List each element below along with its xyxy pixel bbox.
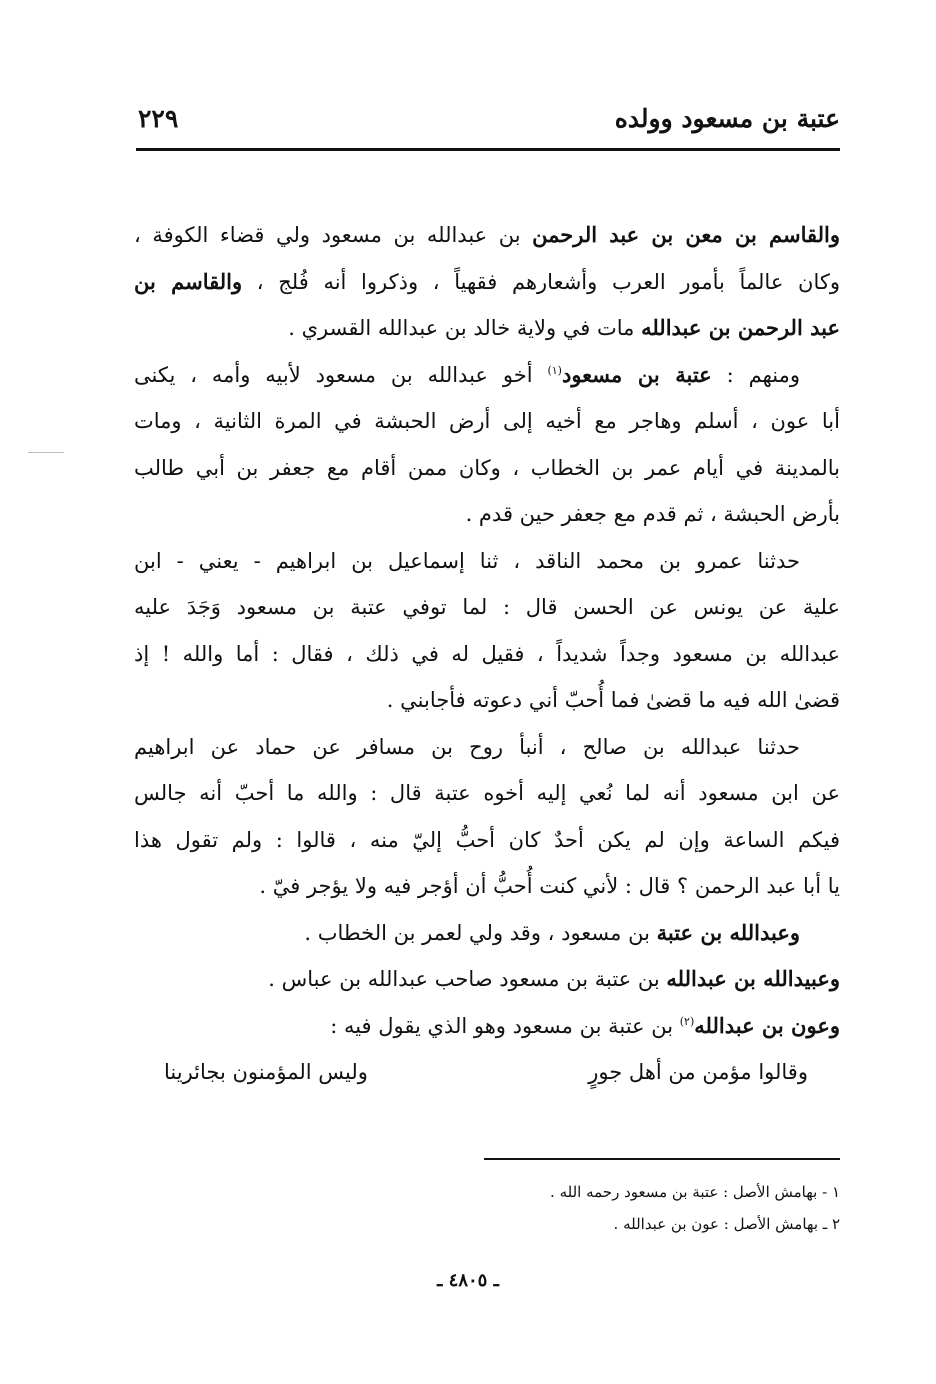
text-line [134,584,840,631]
text-run: فيكم الساعة وإن لم يكن أحدٌ كان أحبُّ إليّ منه ، قالوا : ولم تقول هذا [134,827,840,852]
text-line [134,491,840,538]
text-run: علية عن يونس عن الحسن قال : لما توفي عتبة بن مسعود وَجَدَ عليه [134,595,840,619]
text-line [134,305,840,352]
text-line [134,910,840,957]
bold-name: عبد الرحمن بن عبدالله [641,315,840,340]
text-line [134,352,840,399]
text-run: بالمدينة في أيام عمر بن الخطاب ، وكان ممن أقام مع جعفر بن أبي طالب [134,455,840,480]
bold-name: والقاسم بن معن بن عبد الرحمن [532,222,840,247]
text-run: ومنهم : [711,362,800,387]
footnote-marker: (١) [547,363,562,377]
verse-first-hemistich: وقالوا مؤمن من أهل جورٍ [588,1060,808,1084]
text-line [134,956,840,1003]
text-line [134,631,840,678]
header-rule [136,148,840,151]
text-run: بن عبدالله بن مسعود ولي قضاء الكوفة ، [134,223,533,247]
text-line [134,538,840,585]
text-line [134,1003,840,1050]
text-run: قضىٰ الله فيه ما قضىٰ فما أُحبّ أني دعوته فأجابني . [386,688,840,712]
text-lines [134,212,840,1049]
text-run: يا أبا عبد الرحمن ؟ قال : لأني كنت أُحبُّ أن أؤجر فيه ولا يؤجر فيّ . [259,874,840,898]
header-title: عتبة بن مسعود وولده [614,104,840,133]
text-line [134,817,840,864]
text-run: بن عتبة بن مسعود صاحب عبدالله بن عباس . [268,967,667,991]
text-run: بأرض الحبشة ، ثم قدم مع جعفر حين قدم . [465,502,840,526]
bold-name: والقاسم بن [134,268,243,294]
running-header [134,98,840,144]
bold-name: وعبيدالله بن عبدالله [666,966,840,991]
margin-mark [28,452,64,453]
folio-number: ـ ٤٨٠٥ ـ [437,1270,499,1291]
footnote-rule [484,1158,840,1160]
bold-name: وعون بن عبدالله [694,1012,840,1038]
text-run: بن عتبة بن مسعود وهو الذي يقول فيه : [330,1013,680,1038]
text-run: وكان عالماً بأمور العرب وأشعارهم فقهياً ، وذكروا أنه فُلج ، [242,269,840,294]
text-line [134,724,840,771]
text-run: حدثنا عبدالله بن صالح ، أنبأ روح بن مسافر عن حماد عن ابراهيم [134,734,800,759]
footnote-2: ٢ ـ بهامش الأصل : عون بن عبدالله . [613,1215,840,1233]
body-text [134,212,840,1096]
text-run: أبا عون ، أسلم وهاجر مع أخيه إلى أرض الحبشة في المرة الثانية ، ومات [134,409,840,433]
text-run: حدثنا عمرو بن محمد الناقد ، ثنا إسماعيل بن ابراهيم - يعني - ابن [134,548,800,573]
bold-name: وعبدالله بن عتبة [656,919,800,945]
footnote-marker: (٢) [679,1014,695,1028]
text-line [134,445,840,492]
text-run: بن مسعود ، وقد ولي لعمر بن الخطاب . [304,920,657,945]
text-line [134,770,840,817]
text-run: عن ابن مسعود أنه لما نُعي إليه أخوه عتبة قال : والله ما أحبّ أنه جالس [134,781,840,805]
verse-second-hemistich: وليس المؤمنون بجائرينا [164,1060,368,1084]
text-line [134,677,840,724]
header-page-number: ٢٢٩ [138,104,179,133]
text-run: أخو عبدالله بن مسعود لأبيه وأمه ، يكنى [134,362,548,387]
text-run: مات في ولاية خالد بن عبدالله القسري . [288,316,642,340]
text-line [134,259,840,306]
text-line [134,398,840,445]
text-line [134,212,840,259]
footnotes [420,1176,840,1240]
footnote-1: ١ - بهامش الأصل : عتبة بن مسعود رحمه الله . [550,1183,840,1201]
verse-line [134,1049,840,1096]
text-line [134,863,840,910]
bold-name: عتبة بن مسعود [561,361,712,387]
text-run: عبدالله بن مسعود وجداً شديداً ، فقيل له في ذلك ، فقال : أما والله ! إذ [134,641,840,666]
